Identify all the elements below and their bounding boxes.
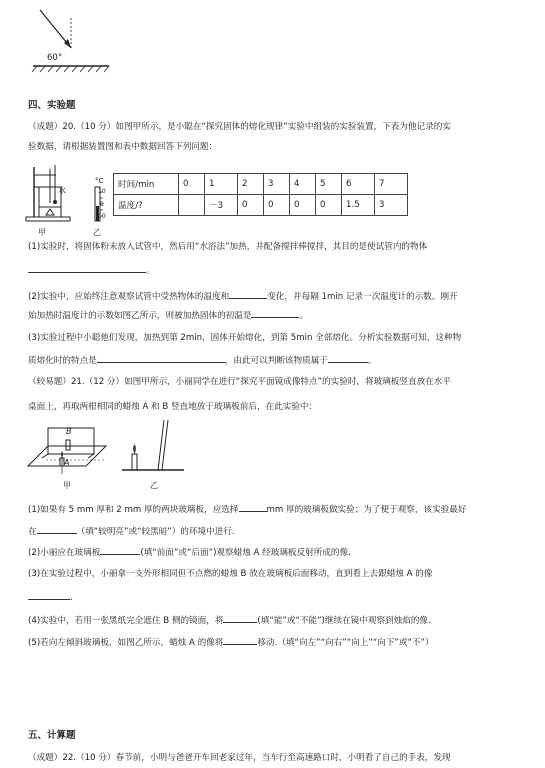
table-cell: －3	[205, 195, 238, 216]
q20-part3-line2-text-a: 质熔化时的特点是	[28, 356, 97, 366]
answer-blank[interactable]	[223, 635, 257, 645]
figure-b-caption: 乙	[93, 228, 101, 237]
q21-intro-line1: （较易题）21.（12 分）如图甲所示，小丽同学在进行“探究平面镜成像特点”的实验时，将玻璃板竖直放在水平	[28, 377, 451, 387]
table-cell: 5	[316, 174, 342, 195]
tilted-mirror-figure	[120, 418, 186, 476]
q21-part3: (3)在实验过程中，小丽拿一支外形相同但不点燃的蜡烛 B 放在玻璃板后面移动，直到看上去跟蜡烛 A 的像	[28, 569, 433, 579]
thermometer-scale-top: 10	[98, 188, 106, 195]
q20-part3-line2-text-b: ，由此可以判断该物质属于	[224, 356, 328, 366]
q20-part2	[28, 289, 523, 303]
q21-part4-text-b: (填“能”或“不能”)继续在镜中观察到烛焰的像.	[257, 616, 431, 626]
figure-jia-caption: 甲	[63, 481, 71, 490]
figure-yi-caption: 乙	[150, 481, 158, 490]
q21-part1-line2-text-a: 在	[28, 527, 37, 537]
answer-blank[interactable]	[229, 289, 267, 299]
table-cell: 0	[290, 195, 316, 216]
q21-part4-text-a: (4)实验中，若用一张黑纸完全遮住 B 侧的镜面，将	[28, 616, 224, 626]
q21-part5-text-b: 移动.（填“向左”“向右”“向上”“向下”或“不”）	[257, 638, 434, 648]
q20-intro-line2: 验数据，请根据装置图和表中数据回答下列问题：	[28, 142, 218, 152]
answer-blank[interactable]	[28, 263, 146, 273]
thermometer-scale-mid: 0	[100, 201, 104, 208]
q20-part1-end: 。	[146, 266, 155, 276]
angle-label: 60°	[47, 53, 63, 63]
q20-intro-line1: （成题）20.（10 分）如图甲所示，是小聪在“探究固体的熔化规律”实验中组装的实验装置，下表为他记录的实	[28, 122, 451, 132]
table-row	[114, 174, 408, 195]
temperature-table	[113, 173, 408, 216]
q20-part1: (1)实验时，将固体粉末放入试管中，然后用“水浴法”加热，并配备搅拌棒搅拌，其目的是使试管内的物体	[28, 242, 428, 252]
table-cell: 6	[342, 174, 375, 195]
q22-intro-line1: （成题）22.（10 分）春节前，小明与爸爸开车回老家过年，当车行至高速路口时，小明看了自己的手表，发现	[28, 753, 451, 763]
water-label: 水	[58, 186, 66, 195]
q20-part3: (3)实验过程中小聪他们发现，加热到第 2min，固体开始熔化，到第 5min 全部熔化。分析实验数据可知，这种物	[28, 333, 462, 343]
candle-a-label: A	[64, 458, 70, 467]
table-cell: 1.5	[342, 195, 375, 216]
thermometer-scale-bottom: 10	[98, 213, 106, 220]
q21-part5-text-a: (5)若向左倾斜玻璃板，如图乙所示，蜡烛 A 的像将	[28, 638, 224, 648]
section-5-title: 五、计算题	[28, 730, 76, 741]
section-4-title: 四、实验题	[28, 100, 76, 111]
answer-blank[interactable]	[328, 353, 368, 363]
heating-apparatus-figure	[22, 163, 82, 225]
table-cell: 0	[238, 195, 264, 216]
thermometer-unit: °C	[95, 177, 104, 185]
table-cell: 3	[264, 174, 290, 195]
q20-part2-line2-end: 。	[299, 311, 309, 321]
q21-part3-end: .	[70, 593, 73, 603]
q21-part1-line2	[28, 524, 523, 538]
q21-intro-line2: 桌面上，再取两根相同的蜡烛 A 和 B 竖直地放于玻璃板前后，在此实验中：	[28, 402, 318, 412]
q21-part5	[28, 635, 523, 649]
q21-part2-text-b: (填“前面”或“后面”)观察蜡烛 A 经玻璃板反射所成的像.	[140, 548, 351, 558]
table-cell: 3	[375, 195, 408, 216]
table-header-time: 时间/min	[114, 174, 179, 195]
q20-part3-line2-end: 。	[367, 356, 377, 366]
q21-part4	[28, 613, 523, 627]
q20-part1-answer	[28, 263, 523, 277]
q20-part2-text-b: 变化，并每隔 1min 记录一次温度计的示数。刚开	[267, 292, 458, 302]
table-header-temperature: 温度/?	[114, 195, 179, 216]
table-cell: 4	[290, 174, 316, 195]
q21-part1-text-b: mm 厚的玻璃板做实验；为了便于观察，该实验最好	[266, 505, 467, 515]
q21-part1-text-a: (1)如果有 5 mm 厚和 2 mm 厚的两块玻璃板，应选择	[28, 505, 239, 515]
answer-blank[interactable]	[239, 502, 267, 512]
candle-b-label: B	[66, 427, 72, 436]
answer-blank[interactable]	[37, 524, 77, 534]
table-cell: 2	[238, 174, 264, 195]
q21-part1-line2-text-b: （填“较明亮”或“较黑暗”）的环境中进行.	[76, 527, 235, 537]
answer-blank[interactable]	[28, 590, 70, 600]
q21-part2-text-a: (2)小丽应在玻璃板	[28, 548, 101, 558]
q21-part1	[28, 502, 523, 516]
q21-part2	[28, 545, 523, 559]
q20-part2-text-a: (2)实验中，应始终注意观察试管中受热物体的温度和	[28, 292, 230, 302]
table-row	[114, 195, 408, 216]
answer-blank[interactable]	[251, 308, 299, 318]
q20-part3-line2	[28, 353, 523, 367]
answer-blank[interactable]	[100, 545, 140, 555]
table-cell: 0	[179, 174, 205, 195]
answer-blank[interactable]	[97, 353, 225, 363]
q21-part3-answer	[28, 590, 523, 604]
table-cell: 1	[205, 174, 238, 195]
figure-a-caption: 甲	[38, 228, 46, 237]
answer-blank[interactable]	[223, 613, 257, 623]
table-cell: 0	[264, 195, 290, 216]
reflection-diagram	[25, 8, 115, 78]
table-cell: 7	[375, 174, 408, 195]
table-cell: 0	[316, 195, 342, 216]
q20-part2-line2-text: 始加热时温度计的示数如图乙所示，则被加热固体的初温是	[28, 311, 252, 321]
q20-part2-line2	[28, 308, 523, 322]
table-cell	[179, 195, 205, 216]
